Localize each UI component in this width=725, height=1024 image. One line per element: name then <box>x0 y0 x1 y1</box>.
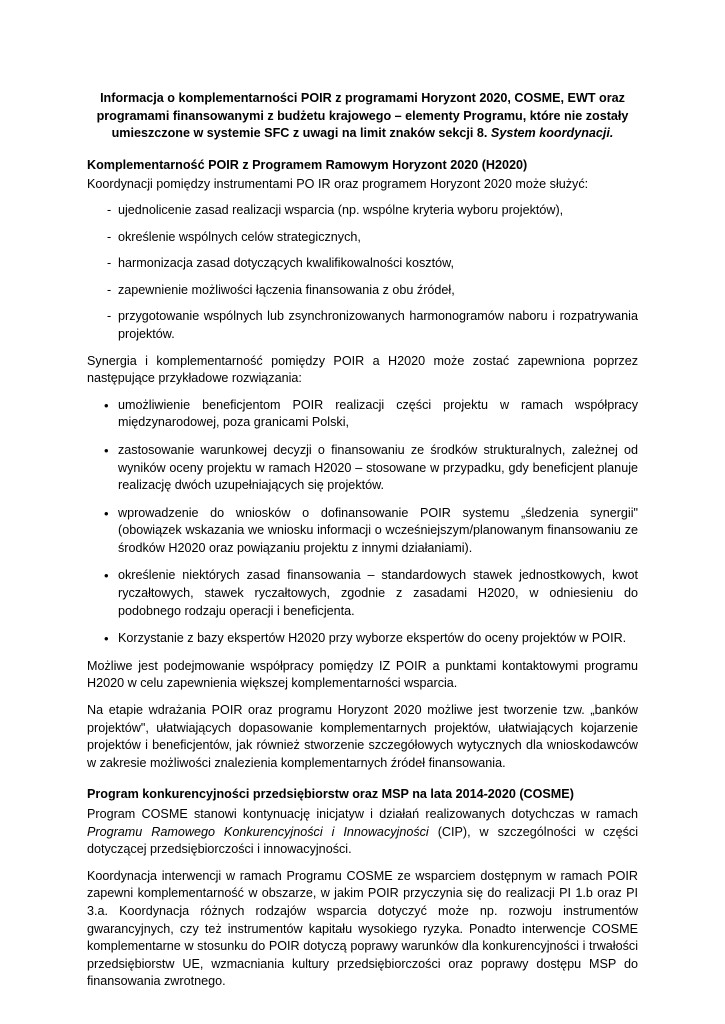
list-item: - przygotowanie wspólnych lub zsynchronizowanych harmonogramów naboru i rozpatrywania projektów. <box>87 308 638 343</box>
list-item-text: wprowadzenie do wniosków o dofinansowanie POIR systemu „śledzenia synergii" (obowiązek wskazania we wniosku informacji o wcześniejszym/planowanym finansowaniu ze środków H2020 oraz powiązaniu projektu z innymi działaniami). <box>118 505 638 555</box>
text-run-italic: Programu Ramowego Konkurencyjności i Innowacyjności <box>87 824 429 839</box>
list-item: - ujednolicenie zasad realizacji wsparcia (np. wspólne kryteria wyboru projektów), <box>87 202 638 220</box>
bullet-marker: • <box>104 442 109 458</box>
paragraph-project-banks: Na etapie wdrażania POIR oraz programu Horyzont 2020 możliwe jest tworzenie tzw. „banków projektów", ułatwiających dopasowanie komplementarnych projektów, ułatwiających kojarzenie projektów i beneficjentów, jak również stworzenie szczegółowych wytycznych dla wnioskodawców w zakresie możliwości znalezienia komplementarnych źródeł finansowania. <box>87 703 638 770</box>
title-text: Informacja o komplementarności POIR z programami Horyzont 2020, COSME, EWT oraz programami finansowanymi z budżetu krajowego – elementy Programu, które nie zostały umieszczone w systemie SFC z uwagi na limit znaków sekcji 8. <box>96 91 629 141</box>
list-item: - zapewnienie możliwości łączenia finansowania z obu źródeł, <box>87 282 638 300</box>
section-heading-cosme: Program konkurencyjności przedsiębiorstw oraz MSP na lata 2014-2020 (COSME) <box>87 787 574 802</box>
paragraph-cooperation: Możliwe jest podejmowanie współpracy pomiędzy IZ POIR a punktami kontaktowymi programu H2020 w celu zapewnienia większej komplementarności wsparcia. <box>87 658 638 691</box>
list-item: - harmonizacja zasad dotyczących kwalifikowalności kosztów, <box>87 255 638 273</box>
bullet-marker: • <box>104 505 109 521</box>
bullet-marker: • <box>104 397 109 413</box>
list-item <box>87 442 638 495</box>
paragraph-intro: Koordynacji pomiędzy instrumentami PO IR oraz programem Horyzont 2020 może służyć: <box>87 177 589 192</box>
list-item-text: określenie niektórych zasad finansowania – standardowych stawek jednostkowych, kwot ryczałtowych, stawek ryczałtowych, zgodnie z zasadami H2020, w odniesieniu do podobnego rodzaju operacji i beneficjenta. <box>118 568 638 618</box>
list-item: - określenie wspólnych celów strategicznych, <box>87 229 638 247</box>
bullet-marker: • <box>104 568 109 584</box>
bullet-list <box>87 397 638 648</box>
section-heading-h2020: Komplementarność POIR z Programem Ramowym Horyzont 2020 (H2020) <box>87 157 528 172</box>
list-item-text: Korzystanie z bazy ekspertów H2020 przy wyborze ekspertów do oceny projektów w POIR. <box>118 631 627 646</box>
list-item <box>87 630 638 648</box>
list-item-text: umożliwienie beneficjentom POIR realizacji części projektu w ramach współpracy międzynarodowej, poza granicami Polski, <box>118 397 638 430</box>
list-item <box>87 505 638 558</box>
document-title <box>87 90 638 143</box>
list-item <box>87 567 638 620</box>
document-page <box>87 90 638 1000</box>
paragraph-synergy: Synergia i komplementarność pomiędzy POIR a H2020 może zostać zapewniona poprzez następujące przykładowe rozwiązania: <box>87 353 638 386</box>
dash-list <box>87 202 638 344</box>
list-item-text: zastosowanie warunkowej decyzji o finansowaniu ze środków strukturalnych, zależnej od wyników oceny projektu w ramach H2020 – stosowane w przypadku, gdy beneficjent planuje realizację dwóch uzupełniających się projektów. <box>118 442 638 493</box>
bullet-marker: • <box>104 631 109 647</box>
paragraph-cosme-coordination: Koordynacja interwencji w ramach Programu COSME ze wsparciem dostępnym w ramach POIR zapewni komplementarność w obszarze, w jakim POIR przyczynia się do realizacji PI 1.b oraz PI 3.a. Koordynacja różnych rodzajów wsparcia dotyczyć może np. rozwoju instrumentów gwarancyjnych, czy też instrumentów kapitału wysokiego ryzyka. Ponadto interwencje COSME komplementarne w stosunku do POIR dotyczą poprawy warunków dla konkurencyjności i trwałości przedsiębiorstw UE, wzmacniania kultury przedsiębiorczości oraz poprawy dostępu MSP do finansowania zwrotnego. <box>87 868 638 989</box>
paragraph-cosme-intro <box>87 806 638 859</box>
title-italic: System koordynacji. <box>490 126 614 141</box>
text-run: Program COSME stanowi kontynuację inicjatyw i działań realizowanych dotychczas w ramach <box>87 807 638 821</box>
text-run: (CIP), w szczególności w części dotyczącej przedsiębiorczości i innowacyjności. <box>87 824 638 857</box>
list-item <box>87 397 638 432</box>
